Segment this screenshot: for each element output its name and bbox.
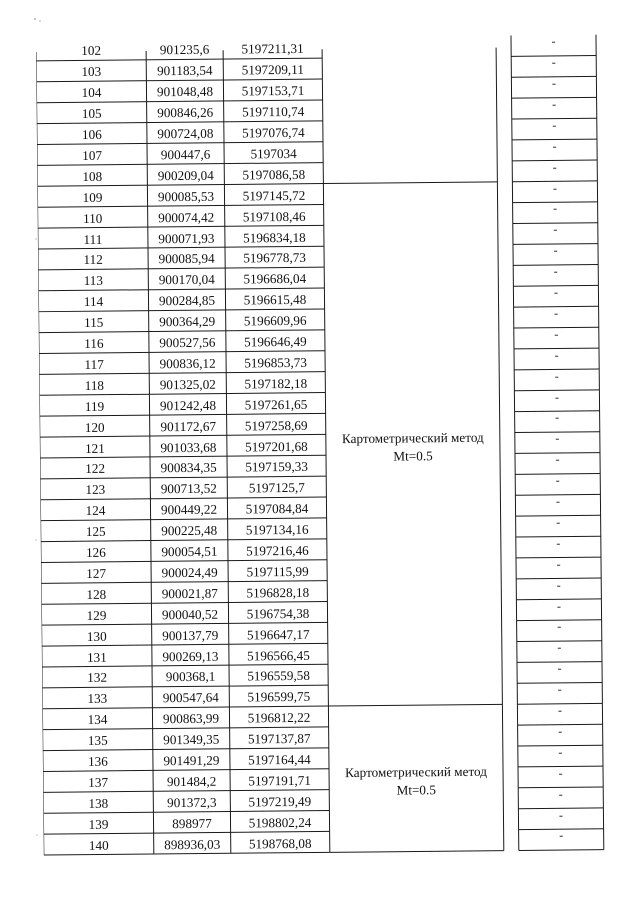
dash-mark: -: [554, 368, 559, 383]
row-number: 102: [81, 43, 102, 59]
y-coordinate: 5196566,45: [247, 647, 310, 663]
x-coordinate: 900713,52: [160, 481, 217, 497]
grid-hline-right: [519, 850, 604, 851]
y-coordinate: 5197159,33: [245, 459, 309, 475]
row-number: 115: [83, 314, 104, 331]
grid-hline-left: [40, 434, 326, 437]
grid-hline-left: [44, 852, 330, 855]
grid-vline-left-1: [146, 51, 154, 854]
dash-mark: -: [559, 828, 564, 843]
x-coordinate: 901172,67: [160, 418, 217, 434]
dash-mark: -: [555, 494, 561, 509]
grid-vline-right-1: [596, 35, 604, 850]
x-coordinate: 900547,64: [162, 690, 219, 706]
dash-mark: -: [552, 138, 557, 153]
grid-hline-left: [44, 831, 330, 834]
grid-hline-left: [42, 664, 328, 667]
x-coordinate: 900024,49: [161, 564, 218, 581]
dash-mark: -: [551, 55, 556, 70]
grid-hline-left: [42, 622, 328, 625]
x-coordinate: 901235,6: [159, 42, 210, 58]
x-coordinate: 900225,48: [161, 522, 218, 539]
row-number: 120: [84, 419, 105, 435]
x-coordinate: 900074,42: [158, 209, 215, 225]
grid-hline-left: [38, 267, 324, 270]
grid-hline-left: [40, 413, 326, 416]
method-name: Картометрический метод: [341, 429, 484, 446]
dash-mark: -: [553, 243, 558, 258]
x-coordinate: 900527,56: [159, 334, 216, 351]
y-coordinate: 5197125,7: [248, 480, 305, 496]
grid-hline-left: [36, 58, 322, 61]
grid-vline-left-3: [322, 49, 330, 852]
y-coordinate: 5196599,75: [247, 689, 311, 705]
y-coordinate: 5196615,48: [243, 292, 307, 308]
grid-hline-left: [41, 602, 327, 605]
row-number: 103: [81, 64, 102, 80]
grid-hline-left: [43, 748, 329, 751]
row-number: 108: [82, 168, 103, 184]
row-number: 111: [83, 231, 103, 247]
dash-mark: -: [554, 326, 559, 341]
dash-mark: -: [558, 723, 563, 738]
y-coordinate: 5197134,16: [245, 521, 309, 538]
x-coordinate: 901491,29: [163, 752, 220, 769]
row-number: 116: [84, 335, 104, 352]
dash-mark: -: [551, 76, 557, 91]
table-grid: [36, 35, 614, 860]
y-coordinate: 5197084,84: [245, 501, 309, 517]
y-coordinate: 5196834,18: [243, 229, 306, 246]
y-coordinate: 5196609,96: [243, 313, 307, 329]
row-number: 104: [81, 85, 102, 101]
coordinates-table: [36, 35, 614, 860]
x-coordinate: 901048,48: [156, 83, 214, 100]
row-number: 129: [86, 607, 107, 623]
dash-mark: -: [556, 556, 561, 571]
dash-mark: -: [557, 661, 562, 676]
row-number: 131: [86, 649, 107, 665]
y-coordinate: 5197182,18: [244, 375, 308, 392]
x-coordinate: 900170,04: [158, 272, 215, 288]
grid-hline-left: [38, 288, 324, 291]
x-coordinate: 900364,29: [159, 313, 216, 330]
grid-hline-left: [43, 811, 329, 814]
x-coordinate: 900085,53: [157, 188, 215, 205]
row-number: 124: [85, 503, 106, 519]
row-number: 137: [88, 774, 109, 790]
y-coordinate: 5197191,71: [248, 772, 312, 789]
grid-vline-right-0: [511, 35, 519, 850]
y-coordinate: 5196778,73: [243, 250, 306, 266]
y-coordinate: 5196559,58: [247, 668, 311, 684]
y-coordinate: 5197145,72: [242, 187, 306, 204]
method-note-1: [342, 428, 484, 465]
row-number: 138: [88, 795, 109, 811]
x-coordinate: 900209,04: [157, 167, 214, 184]
dash-mark: -: [555, 410, 560, 425]
y-coordinate: 5197034: [250, 145, 297, 162]
grid-hline-left: [37, 100, 323, 103]
y-coordinate: 5196812,22: [247, 710, 311, 726]
grid-hline-left: [41, 539, 327, 542]
y-coordinate: 5197115,99: [246, 563, 309, 580]
row-number: 135: [87, 732, 108, 749]
dash-mark: -: [552, 159, 557, 174]
grid-hline-left: [37, 121, 323, 124]
grid-group-boundary: [328, 704, 502, 706]
dash-mark: -: [558, 765, 563, 780]
x-coordinate: 901484,2: [166, 773, 217, 790]
dash-mark: -: [557, 682, 562, 697]
y-coordinate: 5197258,69: [244, 417, 308, 434]
x-coordinate: 898977: [172, 815, 212, 831]
grid-hline-left: [43, 727, 329, 730]
grid-hline-left: [42, 643, 328, 646]
y-coordinate: 5197209,11: [241, 62, 304, 78]
y-coordinate: 5196646,49: [244, 333, 307, 350]
dash-mark: -: [556, 535, 561, 550]
x-coordinate: 901372,3: [167, 794, 217, 811]
grid-hline-left: [38, 225, 324, 228]
method-accuracy: Mt=0.5: [393, 447, 433, 464]
row-number: 123: [85, 482, 106, 498]
dash-mark: -: [554, 389, 560, 404]
x-coordinate: 900071,93: [158, 230, 215, 246]
row-number: 106: [81, 126, 102, 143]
x-coordinate: 900724,08: [157, 125, 214, 142]
grid-hline-left: [39, 351, 325, 354]
row-number: 128: [86, 586, 107, 602]
row-number: 122: [85, 461, 106, 477]
row-number: 107: [82, 147, 103, 163]
dash-mark: -: [555, 431, 560, 446]
grid-hline-left: [40, 497, 326, 500]
y-coordinate: 5196754,38: [246, 605, 310, 622]
y-coordinate: 5197219,49: [248, 793, 312, 810]
dash-mark: -: [557, 640, 562, 655]
x-coordinate: 900269,13: [162, 648, 219, 664]
row-number: 117: [84, 356, 104, 372]
y-coordinate: 5197261,65: [244, 396, 308, 413]
dash-mark: -: [552, 180, 558, 195]
x-coordinate: 901183,54: [156, 63, 213, 79]
dash-mark: -: [552, 96, 557, 112]
row-number: 136: [87, 753, 108, 770]
row-number: 139: [88, 816, 109, 832]
y-coordinate: 5196853,73: [244, 354, 307, 371]
x-coordinate: 901242,48: [159, 397, 217, 414]
x-coordinate: 900021,87: [161, 585, 218, 602]
x-coordinate: 900447,6: [160, 146, 211, 163]
grid-hline-left: [36, 79, 322, 82]
dash-mark: -: [555, 473, 560, 488]
row-number: 113: [83, 273, 104, 289]
method-name: Картометрический метод: [345, 763, 488, 781]
row-number: 118: [84, 377, 105, 393]
y-coordinate: 5197211,31: [241, 41, 304, 57]
grid-hline-left: [39, 330, 325, 333]
y-coordinate: 5197201,68: [245, 438, 308, 455]
grid-hline-left: [38, 204, 324, 207]
grid-hline-left: [41, 581, 327, 584]
grid-group-boundary: [323, 182, 497, 184]
x-coordinate: 900085,94: [158, 251, 215, 267]
dash-mark: -: [556, 577, 561, 592]
dash-mark: -: [553, 222, 558, 237]
y-coordinate: 5197110,74: [242, 104, 305, 120]
grid-hline-left: [39, 393, 325, 396]
x-coordinate: 900836,12: [159, 355, 216, 372]
x-coordinate: 900368,1: [165, 669, 216, 685]
grid-vline-left-0: [36, 52, 44, 855]
method-note-2: [345, 763, 487, 800]
row-number: 105: [81, 105, 102, 122]
y-coordinate: 5196828,18: [246, 584, 310, 601]
grid-hline-left: [40, 455, 326, 458]
row-number: 130: [86, 628, 107, 644]
dash-mark: -: [557, 619, 562, 634]
dash-mark: -: [558, 807, 564, 822]
grid-hline-left: [42, 706, 328, 709]
grid-group-boundary: [330, 851, 504, 853]
y-coordinate: 5197216,46: [246, 542, 309, 559]
dash-mark: -: [551, 34, 556, 49]
grid-hline-left: [37, 184, 323, 187]
x-coordinate: 901325,02: [159, 376, 216, 393]
x-coordinate: 900137,79: [162, 627, 219, 643]
dash-mark: -: [554, 305, 559, 321]
x-coordinate: 900846,26: [157, 104, 214, 121]
dash-mark: -: [556, 514, 561, 529]
x-coordinate: 900863,99: [162, 710, 220, 727]
row-number: 134: [87, 712, 108, 728]
y-coordinate: 5197108,46: [242, 208, 306, 225]
grid-hline-left: [42, 685, 328, 688]
dash-mark: -: [553, 264, 558, 279]
row-number: 132: [87, 670, 108, 686]
grid-hline-left: [38, 246, 324, 249]
grid-hline-left: [43, 769, 329, 772]
row-number: 112: [83, 252, 103, 268]
grid-hline-left: [43, 790, 329, 793]
dash-mark: -: [558, 786, 563, 801]
dash-mark: -: [553, 201, 558, 216]
y-coordinate: 5196647,17: [246, 626, 310, 643]
x-coordinate: 900834,35: [160, 460, 217, 476]
dash-mark: -: [552, 117, 557, 132]
row-number: 121: [84, 440, 105, 456]
dash-mark: -: [556, 598, 562, 613]
row-number: 133: [87, 691, 108, 707]
row-number: 140: [88, 837, 109, 853]
grid-hline-left: [41, 518, 327, 521]
grid-vline-left-4: [496, 48, 504, 851]
row-number: 114: [83, 294, 104, 310]
row-number: 109: [82, 189, 103, 205]
grid-hline-left: [37, 142, 323, 145]
x-coordinate: 900040,52: [161, 606, 219, 622]
y-coordinate: 5196686,04: [243, 271, 307, 287]
x-coordinate: 900284,85: [158, 292, 216, 309]
x-coordinate: 901349,35: [163, 731, 220, 748]
y-coordinate: 5198802,24: [248, 814, 312, 831]
y-coordinate: 5197153,71: [241, 83, 305, 99]
dash-mark: -: [553, 285, 559, 300]
dash-mark: -: [557, 703, 563, 718]
dash-mark: -: [555, 452, 560, 467]
x-coordinate: 901033,68: [160, 439, 217, 455]
method-accuracy: Mt=0.5: [396, 782, 436, 798]
y-coordinate: 5197137,87: [247, 730, 311, 747]
grid-vline-left-2: [223, 50, 231, 853]
row-number: 125: [85, 523, 106, 540]
dash-mark: -: [554, 347, 559, 362]
grid-hline-left: [39, 309, 325, 312]
grid-hline-left: [37, 163, 323, 166]
grid-hline-left: [39, 372, 325, 375]
y-coordinate: 5198768,08: [248, 835, 312, 852]
grid-hline-left: [41, 560, 327, 563]
row-number: 119: [84, 398, 105, 414]
grid-hline-left: [40, 476, 326, 479]
row-number: 110: [82, 210, 103, 226]
x-coordinate: 900054,51: [161, 543, 218, 560]
y-coordinate: 5197164,44: [248, 751, 311, 768]
y-coordinate: 5197076,74: [242, 124, 305, 141]
row-number: 126: [85, 544, 106, 561]
row-number: 127: [86, 565, 107, 581]
x-coordinate: 900449,22: [160, 501, 218, 518]
y-coordinate: 5197086,58: [242, 166, 306, 183]
x-coordinate: 898936,03: [164, 836, 221, 852]
dash-mark: -: [558, 744, 563, 759]
